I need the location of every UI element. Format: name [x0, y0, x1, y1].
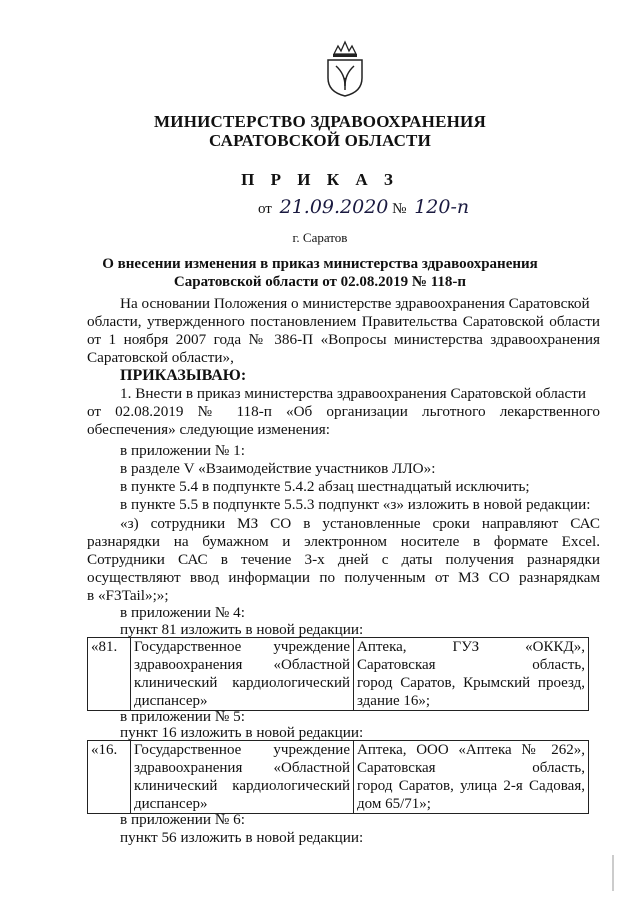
coat-of-arms-icon: [322, 40, 368, 98]
institution-cell: Государственное учреждение здравоохранения «Областной клинический кардиологический диспансер»: [131, 741, 354, 814]
basis-line1: На основании Положения о министерстве здравоохранения Саратовской: [120, 295, 590, 312]
z-line3: Сотрудники САС в течение 3-х дней с даты получения разнарядки: [87, 551, 600, 568]
table-row: [88, 741, 589, 814]
basis-line2: области, утвержденного постановлением Правительства Саратовской области: [87, 313, 600, 330]
z-line4: осуществляют ввод информации по полученным от МЗ СО разнарядкам: [87, 569, 600, 586]
z-line1: «з) сотрудники МЗ СО в установленные сроки направляют САС: [120, 515, 600, 532]
subject: [0, 255, 640, 291]
appendix4: в приложении № 4:: [120, 604, 245, 621]
scan-mark: [612, 855, 614, 891]
subject-line2: Саратовской области от 02.08.2019 № 118-п: [173, 274, 467, 290]
ministry-name-line1: МИНИСТЕРСТВО ЗДРАВООХРАНЕНИЯ: [154, 112, 486, 131]
date-prefix: от: [258, 201, 272, 217]
item56-intro: пункт 56 изложить в новой редакции:: [120, 829, 364, 846]
basis-line4: Саратовской области»,: [87, 349, 234, 366]
item16-intro: пункт 16 изложить в новой редакции:: [120, 724, 364, 741]
pharmacy-cell: Аптека, ГУЗ «ОККД», Саратовская область, город Саратов, Крымский проезд, здание 16»;: [354, 638, 589, 711]
subject-line1: О внесении изменения в приказ министерства здравоохранения: [102, 256, 538, 272]
clause-5-5-3: в пункте 5.5 в подпункте 5.5.3 подпункт «з» изложить в новой редакции:: [120, 496, 591, 513]
item1-line2: от 02.08.2019 № 118-п «Об организации льготного лекарственного: [87, 403, 600, 420]
number-sign: №: [392, 201, 407, 217]
order-date-line: [258, 196, 469, 218]
order-word: ПРИКАЗЫВАЮ:: [120, 367, 247, 384]
table-item-16: [87, 740, 589, 814]
appendix1: в приложении № 1:: [120, 442, 245, 459]
item1-line3: обеспечения» следующие изменения:: [87, 421, 330, 438]
pharmacy-cell: Аптека, ООО «Аптека № 262», Саратовская область, город Саратов, улица 2-я Садовая, дом 65/71»;: [354, 741, 589, 814]
order-title: П Р И К А З: [241, 170, 399, 189]
row-number: «16.: [88, 741, 131, 814]
table-item-81: [87, 637, 589, 711]
ministry-name-line2: САРАТОВСКОЙ ОБЛАСТИ: [208, 131, 432, 150]
institution-cell: Государственное учреждение здравоохранения «Областной клинический кардиологический диспансер»: [131, 638, 354, 711]
item1-line1: 1. Внести в приказ министерства здравоохранения Саратовской области: [120, 385, 587, 402]
z-line2: разнарядки на бумажном и электронном носителе в формате Excel.: [87, 533, 600, 550]
z-line5: в «F3Tail»;»;: [87, 587, 169, 604]
city: г. Саратов: [292, 230, 348, 245]
clause-5-4-2: в пункте 5.4 в подпункте 5.4.2 абзац шестнадцатый исключить;: [120, 478, 530, 495]
handwritten-number: 120-п: [414, 196, 470, 218]
item81-intro: пункт 81 изложить в новой редакции:: [120, 621, 364, 638]
section5: в разделе V «Взаимодействие участников ЛЛО»:: [120, 460, 436, 477]
appendix6: в приложении № 6:: [120, 811, 245, 828]
row-number: «81.: [88, 638, 131, 711]
table-row: [88, 638, 589, 711]
handwritten-date: 21.09.2020: [279, 196, 389, 218]
appendix5: в приложении № 5:: [120, 708, 245, 725]
basis-line3: от 1 ноября 2007 года № 386-П «Вопросы министерства здравоохранения: [87, 331, 600, 348]
